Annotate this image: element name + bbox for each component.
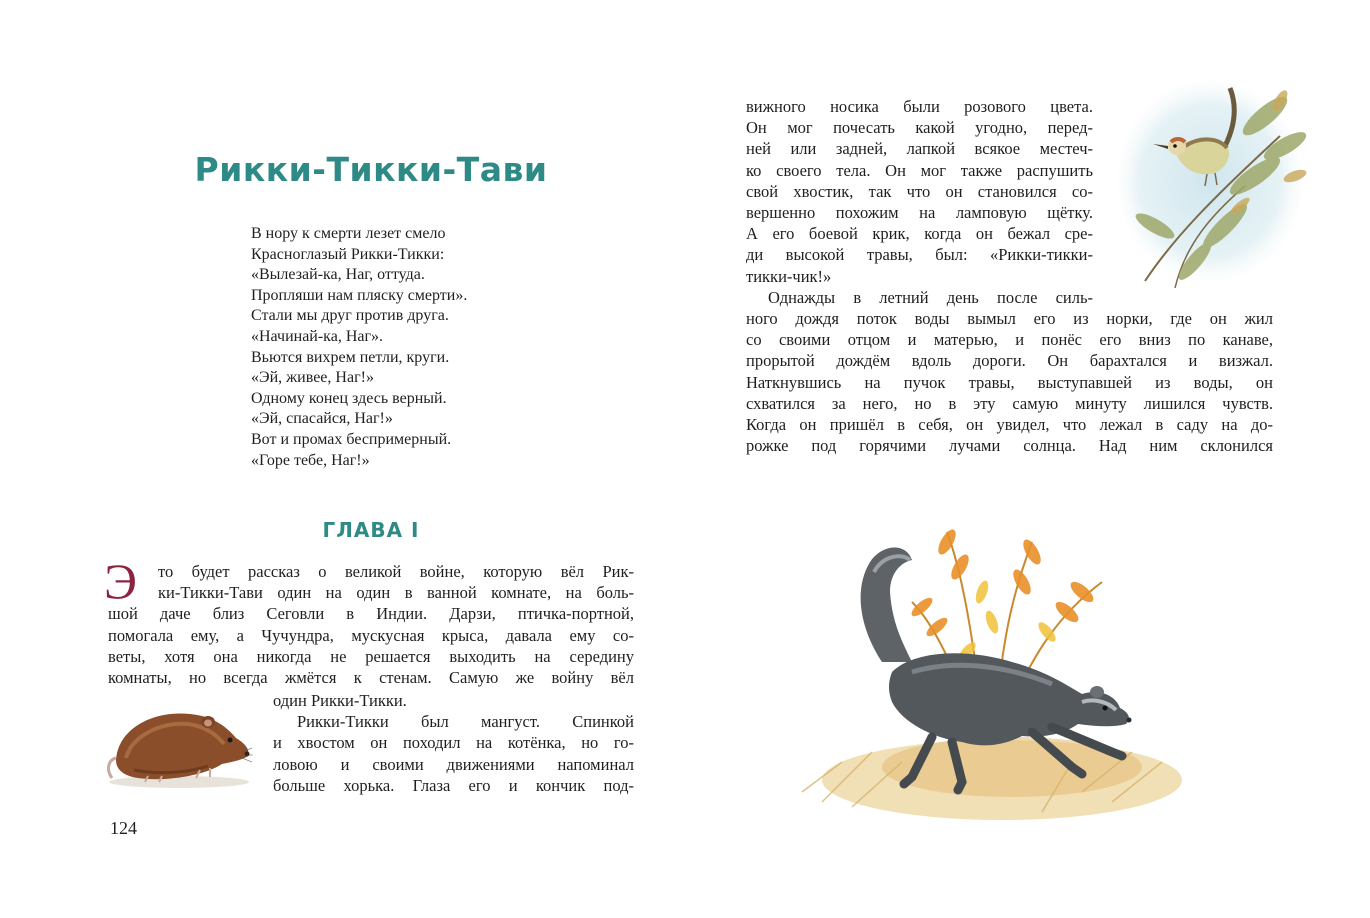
text-line: больше хорька. Глаза его и кончик под- <box>273 775 634 795</box>
text-line: прорытой дождём вдоль дороги. Он барахтался и визжал. <box>746 351 1273 371</box>
text-line: один Рикки-Тикки. <box>273 691 407 710</box>
text-line: Наткнувшись на пучок травы, выступавшей из воды, он <box>746 372 1273 392</box>
text-line: шой даче близ Сеговли в Индии. Дарзи, птичка-портной, <box>108 604 634 624</box>
text-line: то будет рассказ о великой войне, которую вёл Рик- <box>158 562 634 581</box>
chapter-heading: ГЛАВА I <box>322 518 420 542</box>
text-line: и хвостом он походил на котёнка, но го- <box>273 733 634 753</box>
poem-line: В нору к смерти лезет смело <box>251 225 446 242</box>
text-line: Он мог почесать какой угодно, перед- <box>746 118 1093 138</box>
muskrat-illustration <box>104 700 254 792</box>
poem-line: «Вылезай-ка, Наг, оттуда. <box>251 266 425 284</box>
poem-line: Вьются вихрем петли, круги. <box>251 348 450 366</box>
text-line: А его боевой крик, когда он бежал сре- <box>746 224 1093 244</box>
poem-line: Красноглазый Рикки-Тикки: <box>251 245 445 263</box>
poem-line: «Горе тебе, Наг!» <box>251 451 370 469</box>
poem-line: Пропляши нам пляску смерти». <box>251 286 468 304</box>
chapter-paragraph <box>108 561 634 688</box>
text-line: ко своего тела. Он мог также распушить <box>746 160 1093 180</box>
tailorbird-illustration <box>1115 76 1310 291</box>
text-line: помогала ему, а Чучундра, мускусная крыса, давала ему со- <box>108 625 634 645</box>
text-line: веты, хотя она никогда не решается выходить на середину <box>108 646 634 666</box>
text-line: ней или задней, лапкой всякое местеч- <box>746 139 1093 159</box>
text-line: вершенно похожим на ламповую щётку. <box>746 202 1093 222</box>
text-line: свой хвостик, так что он становился со- <box>746 181 1093 201</box>
text-line: тикки-чик!» <box>746 266 832 286</box>
mongoose-illustration <box>782 512 1182 842</box>
epigraph-poem <box>251 224 611 471</box>
poem-line: «Эй, живее, Наг!» <box>251 369 374 387</box>
right-paragraph-full <box>746 308 1273 456</box>
drop-cap: Э <box>104 553 138 609</box>
text-line: со своими отцом и матерью, и понёс его вниз по канаве, <box>746 330 1273 350</box>
text-line: ловою и своими движениями напоминал <box>273 754 634 774</box>
text-line: Рикки-Тикки был мангуст. Спинкой <box>297 712 634 732</box>
chapter-paragraph-narrow <box>273 690 634 796</box>
page-number: 124 <box>110 818 137 838</box>
poem-line: Вот и промах беспримерный. <box>251 430 452 448</box>
text-line: ди высокой травы, был: «Рикки-тикки- <box>746 245 1093 265</box>
text-line: комнаты, но всегда жмётся к стенам. Самую же войну вёл <box>108 667 634 687</box>
page-title: Рикки-Тикки-Тави <box>194 150 548 189</box>
text-line: ки-Тикки-Тави один на один в ванной комнате, на боль- <box>158 583 634 603</box>
text-line: вижного носика были розового цвета. <box>746 97 1093 116</box>
text-line: Когда он пришёл в себя, он увидел, что лежал в саду на до- <box>746 414 1273 434</box>
text-line: Однажды в летний день после силь- <box>768 287 1093 307</box>
text-line: ного дождя поток воды вымыл его из норки, где он жил <box>746 309 1273 328</box>
poem-line: Стали мы друг против друга. <box>251 307 449 325</box>
text-line: рожке под горячими лучами солнца. Над ним склонился <box>746 436 1273 456</box>
right-paragraph-top <box>746 96 1093 308</box>
poem-line: «Эй, спасайся, Наг!» <box>251 410 393 428</box>
poem-line: «Начинай-ка, Наг». <box>251 327 384 345</box>
text-line: схватился за него, но в эту самую минуту лишился чувств. <box>746 393 1273 413</box>
poem-line: Одному конец здесь верный. <box>251 389 447 407</box>
